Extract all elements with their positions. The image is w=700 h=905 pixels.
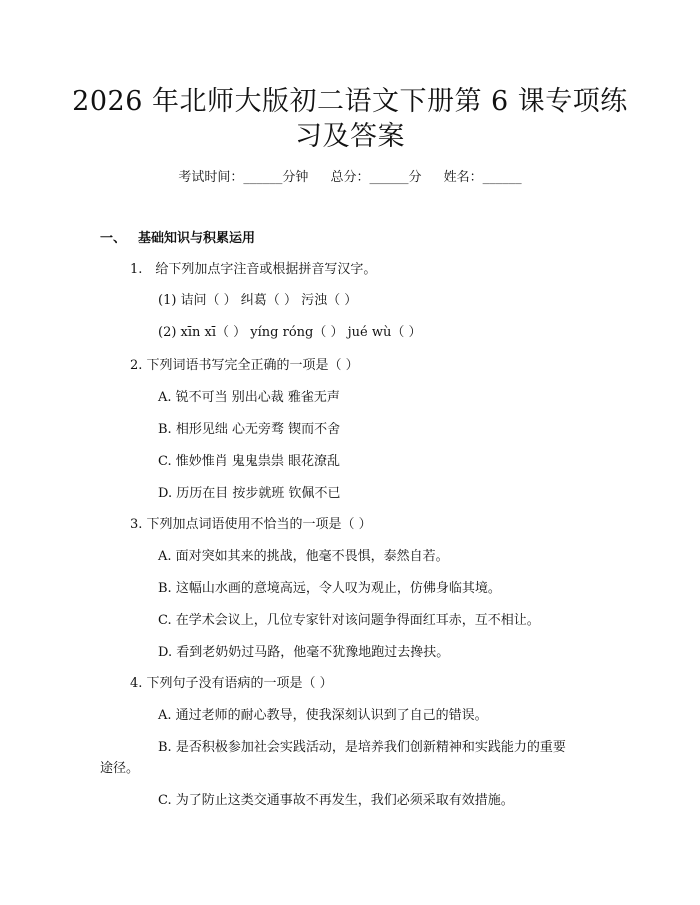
question-1-part-1: (1) 诘问（ ） 纠葛（ ） 污浊（ ） — [158, 293, 358, 308]
question-4-option-a: A. 通过老师的耐心教导，使我深刻认识到了自己的错误。 — [158, 708, 488, 723]
question-4-option-b: B. 是否积极参加社会实践活动，是培养我们创新精神和实践能力的重要 — [158, 740, 566, 755]
question-2-option-d: D. 历历在目 按步就班 钦佩不已 — [158, 486, 341, 501]
document-title-line2: 习及答案 — [295, 121, 405, 152]
exam-time: 考试时间：______分钟 — [178, 170, 309, 185]
document-title-line1: 2026 年北师大版初二语文下册第 6 课专项练 — [72, 86, 628, 117]
question-3-option-a: A. 面对突如其来的挑战，他毫不畏惧，泰然自若。 — [158, 549, 449, 564]
question-3-stem: 3. 下列加点词语使用不恰当的一项是（ ） — [130, 517, 372, 532]
question-2-option-c: C. 惟妙惟肖 鬼鬼祟祟 眼花潦乱 — [158, 454, 341, 469]
student-name: 姓名：______ — [443, 170, 522, 185]
section-heading — [100, 229, 255, 249]
question-3-option-c: C. 在学术会议上，几位专家针对该问题争得面红耳赤，互不相让。 — [158, 613, 540, 628]
question-2-option-b: B. 相形见绌 心无旁骛 锲而不舍 — [158, 422, 341, 437]
question-1-part-2: (2) xīn xī（ ） yíng róng（ ） jué wù（ ） — [158, 325, 422, 340]
question-4-stem: 4. 下列句子没有语病的一项是（ ） — [130, 676, 333, 691]
total-score: 总分：______分 — [330, 170, 422, 185]
question-3-option-d: D. 看到老奶奶过马路，他毫不犹豫地跑过去搀扶。 — [158, 645, 450, 660]
question-3-option-b: B. 这幅山水画的意境高远，令人叹为观止，仿佛身临其境。 — [158, 581, 501, 596]
section-title: 基础知识与积累运用 — [138, 231, 256, 246]
question-2-option-a: A. 锐不可当 别出心裁 雅雀无声 — [158, 390, 340, 405]
question-4-option-b-continued: 途径。 — [100, 761, 140, 776]
question-2-stem: 2. 下列词语书写完全正确的一项是（ ） — [130, 358, 359, 373]
section-number: 一、 — [100, 231, 127, 246]
question-4-option-c: C. 为了防止这类交通事故不再发生，我们必须采取有效措施。 — [158, 793, 514, 808]
exam-meta — [0, 166, 700, 185]
question-1-stem: 1. 给下列加点字注音或根据拼音写汉字。 — [130, 262, 377, 277]
